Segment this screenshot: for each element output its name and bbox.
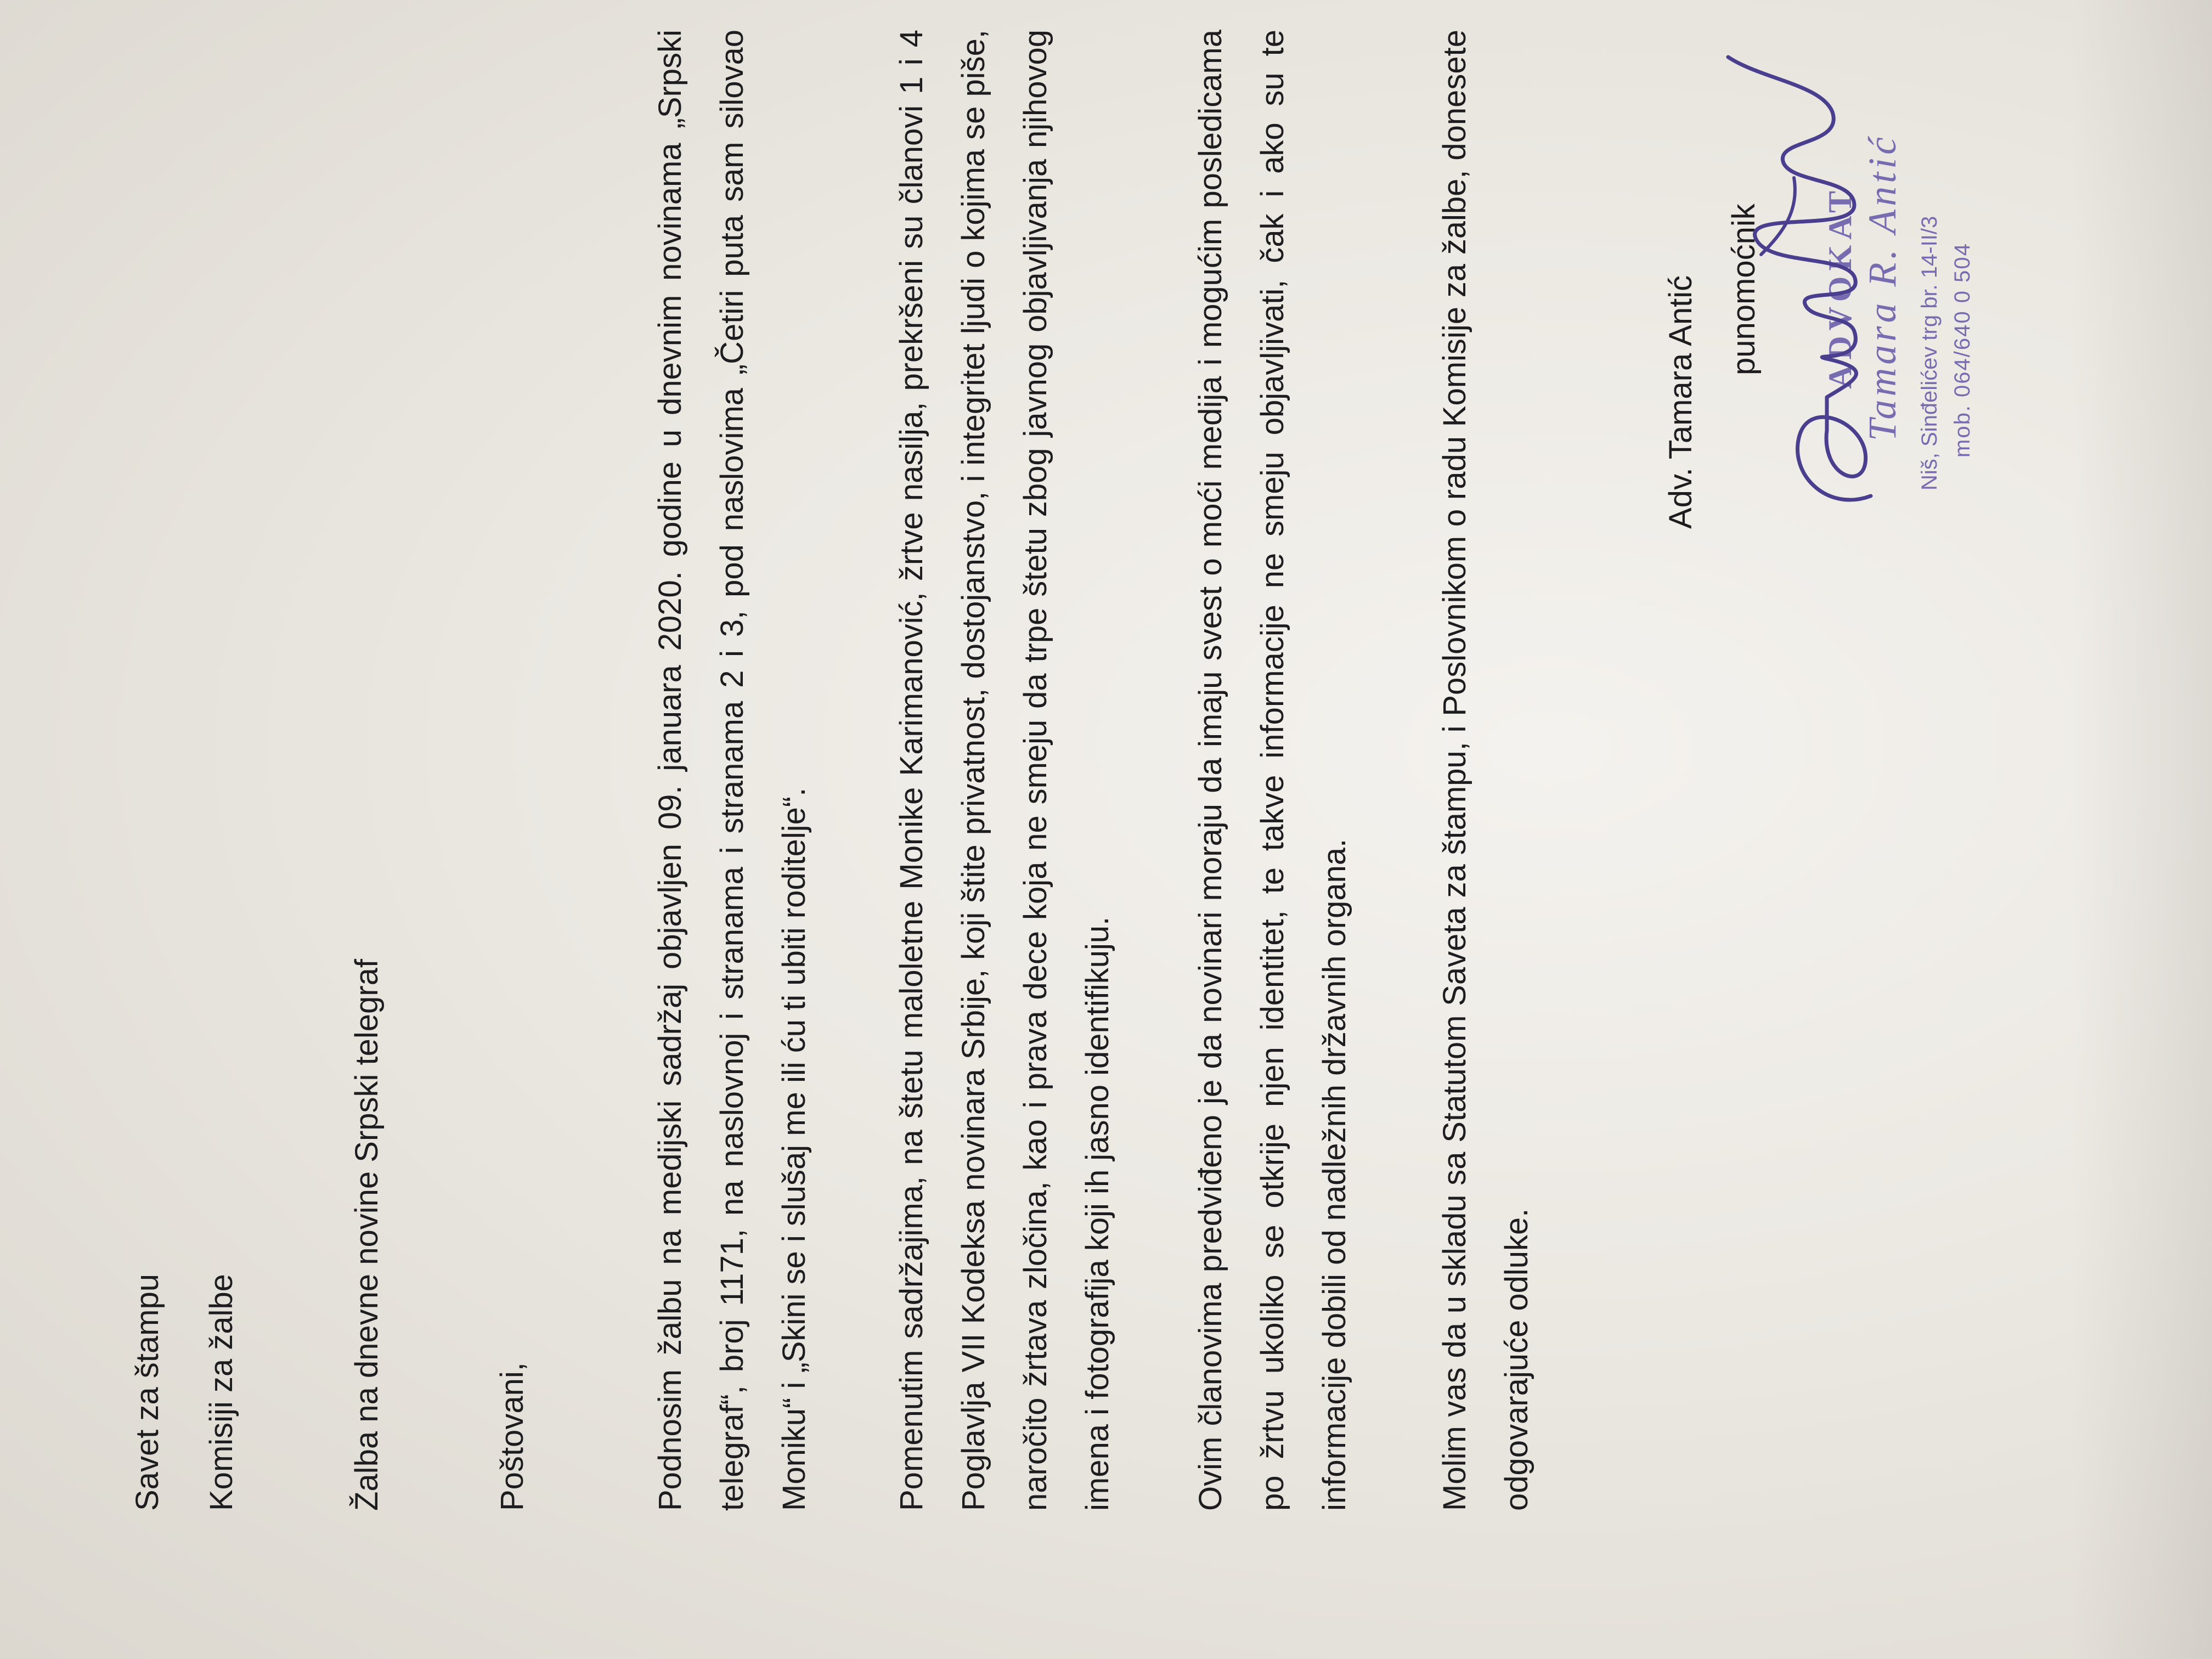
subject-line: Žalba na dnevne novine Srpski telegraf (349, 959, 385, 1511)
paragraph-1: Podnosim žalbu na medijski sadržaj objavljen 09. januara 2020. godine u dnevnim novinama „Srpski telegraf“, broj 1171, na naslovnoj i stranama i stranama 2 i 3, pod naslovima „Četiri puta sam silovao Moniku“ i „Skini se i slušaj me ili ću ti ubiti roditelje“. (652, 30, 812, 1511)
paragraph-2: Pomenutim sadržajima, na štetu maloletne Monike Karimanović, žrtve nasilja, prekršeni su članovi 1 i 4 Poglavlja VII Kodeksa novinara Srbije, koji štite privatnost, dostojanstvo, i integritet ljudi o kojima se piše, naročito žrtava zločina, kao i prava dece koja ne smeju da trpe štetu zbog javnog objavljivanja njihovog imena i fotografija koji ih jasno identifikuju. (894, 30, 1115, 1511)
salutation: Poštovani, (494, 1362, 530, 1511)
stamp-address: Niš, Sinđelićev trg br. 14-II/3 (1917, 216, 1942, 490)
signatory-name: Adv. Tamara Antić (1663, 275, 1699, 529)
recipient-line-1: Savet za štampu (129, 1274, 165, 1511)
stamp-title: ADVOKAT (1822, 185, 1858, 389)
paragraph-4: Molim vas da u skladu sa Statutom Saveta za štampu, i Poslovnikom o radu Komisije za žalbe, donesete odgovarajuće odluke. (1437, 30, 1534, 1511)
signature-stroke (1728, 57, 1871, 500)
signature-flourish (1761, 178, 1795, 255)
paragraph-3: Ovim članovima predviđeno je da novinari moraju da imaju svest o moći medija i mogućim posledicama po žrtvu ukoliko se otkrije njen identitet, te takve informacije ne smeju objavljivati, čak i ako su te informacije dobili od nadležnih državnih organa. (1193, 30, 1352, 1511)
recipient-line-2: Komisiji za žalbe (204, 1274, 239, 1511)
stamp-phone: mob. 064/640 0 504 (1950, 242, 1974, 458)
stamp-name: Tamara R. Antić (1860, 133, 1904, 441)
signatory-role: punomoćnik (1726, 204, 1762, 375)
handwritten-signature (1690, 35, 1920, 562)
